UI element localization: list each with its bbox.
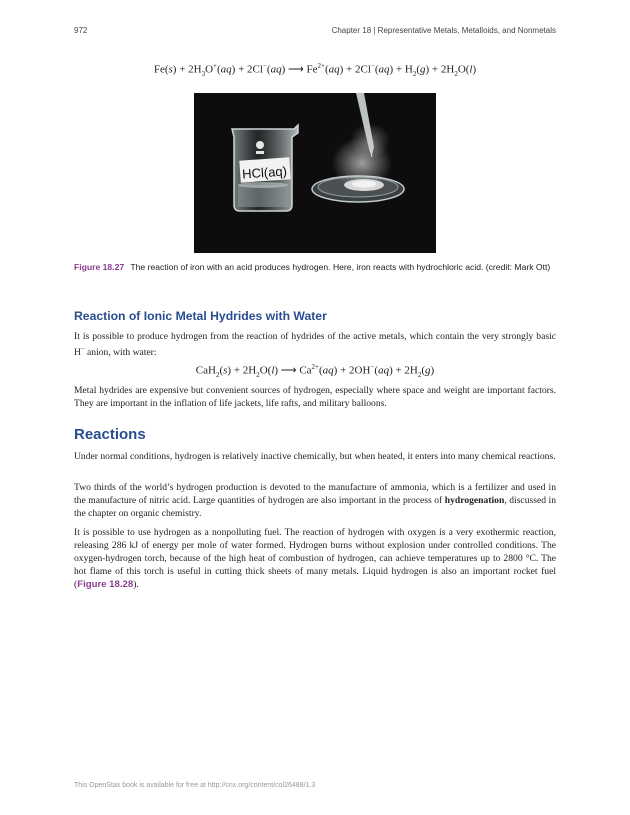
superscript-minus: − bbox=[80, 346, 85, 353]
chapter-header: Chapter 18 | Representative Metals, Metalloids, and Nonmetals bbox=[331, 26, 556, 35]
paragraph-fuel bbox=[74, 526, 556, 591]
paragraph-text: anion, with water: bbox=[84, 347, 157, 359]
figure-caption-text: The reaction of iron with an acid produces hydrogen. Here, iron reacts with hydrochloric acid. (credit: Mark Ott) bbox=[130, 262, 551, 272]
paragraph-text: It is possible to produce hydrogen from the reaction of hydrides of the active metals, which contain the very strongly basic H bbox=[74, 331, 556, 359]
equation-iron-acid: $Fe(s) + 2H_3O^+(aq) + 2Cl^-(aq)$ ⟶ $Fe^{2+}(aq) + 2Cl^-(aq) + H_2(g) + 2H_2O(l)$ bbox=[153, 62, 477, 78]
paragraph-text: ). bbox=[133, 579, 139, 590]
figure-photo bbox=[194, 93, 436, 253]
figure-caption bbox=[74, 262, 556, 274]
iron-acid-reaction-image bbox=[194, 93, 436, 253]
paragraph-hydrides-uses: Metal hydrides are expensive but convenient sources of hydrogen, especially where space and weight are important factors. They are important in the inflation of life jackets, life rafts, and military balloons. bbox=[74, 385, 556, 409]
beaker bbox=[232, 125, 298, 211]
beaker-label: HCl(aq) bbox=[241, 163, 288, 182]
paragraph-text: Two thirds of the world’s hydrogen production is devoted to the manufacture of ammonia, which is a fertilizer and used in the manufacture of nitric acid. Large quantities of hydrogen are also important in the process of bbox=[74, 482, 556, 506]
paragraph-hydrides-intro bbox=[74, 330, 556, 359]
equation-calcium-hydride: $CaH_2(s) + 2H_2O(l)$ ⟶ $Ca^{2+}(aq) + 2OH^-(aq) + 2H_2(g)$ bbox=[195, 363, 435, 379]
section-heading-reactions: Reactions bbox=[74, 426, 146, 443]
figure-link[interactable]: Figure 18.28 bbox=[77, 579, 134, 590]
section-heading-hydrides: Reaction of Ionic Metal Hydrides with Water bbox=[74, 309, 327, 323]
paragraph-text: It is possible to use hydrogen as a nonpolluting fuel. The reaction of hydrogen with oxygen is a very exothermic reaction, releasing 286 kJ of energy per mole of water formed. Hydrogen burns without explosion under controlled conditions. The oxygen-hydrogen torch, because of the high heat of combustion of hydrogen, can achieve temperatures up to 2800 °C. The hot flame of this torch is useful in cutting thick sheets of many metals. Liquid hydrogen is also an important rocket fuel ( bbox=[74, 527, 556, 590]
paragraph-text: , discussed in the chapter on organic chemistry. bbox=[74, 495, 556, 519]
footer-note: This OpenStax book is available for free at http://cnx.org/content/col26488/1.3 bbox=[74, 782, 316, 789]
paragraph-ammonia bbox=[74, 481, 556, 520]
bold-term-hydrogenation: hydrogenation bbox=[444, 495, 505, 506]
paragraph-reactions-intro: Under normal conditions, hydrogen is relatively inactive chemically, but when heated, it enters into many chemical reactions. bbox=[74, 451, 556, 462]
page-number: 972 bbox=[74, 26, 88, 35]
figure-label: Figure 18.27 bbox=[74, 262, 125, 272]
